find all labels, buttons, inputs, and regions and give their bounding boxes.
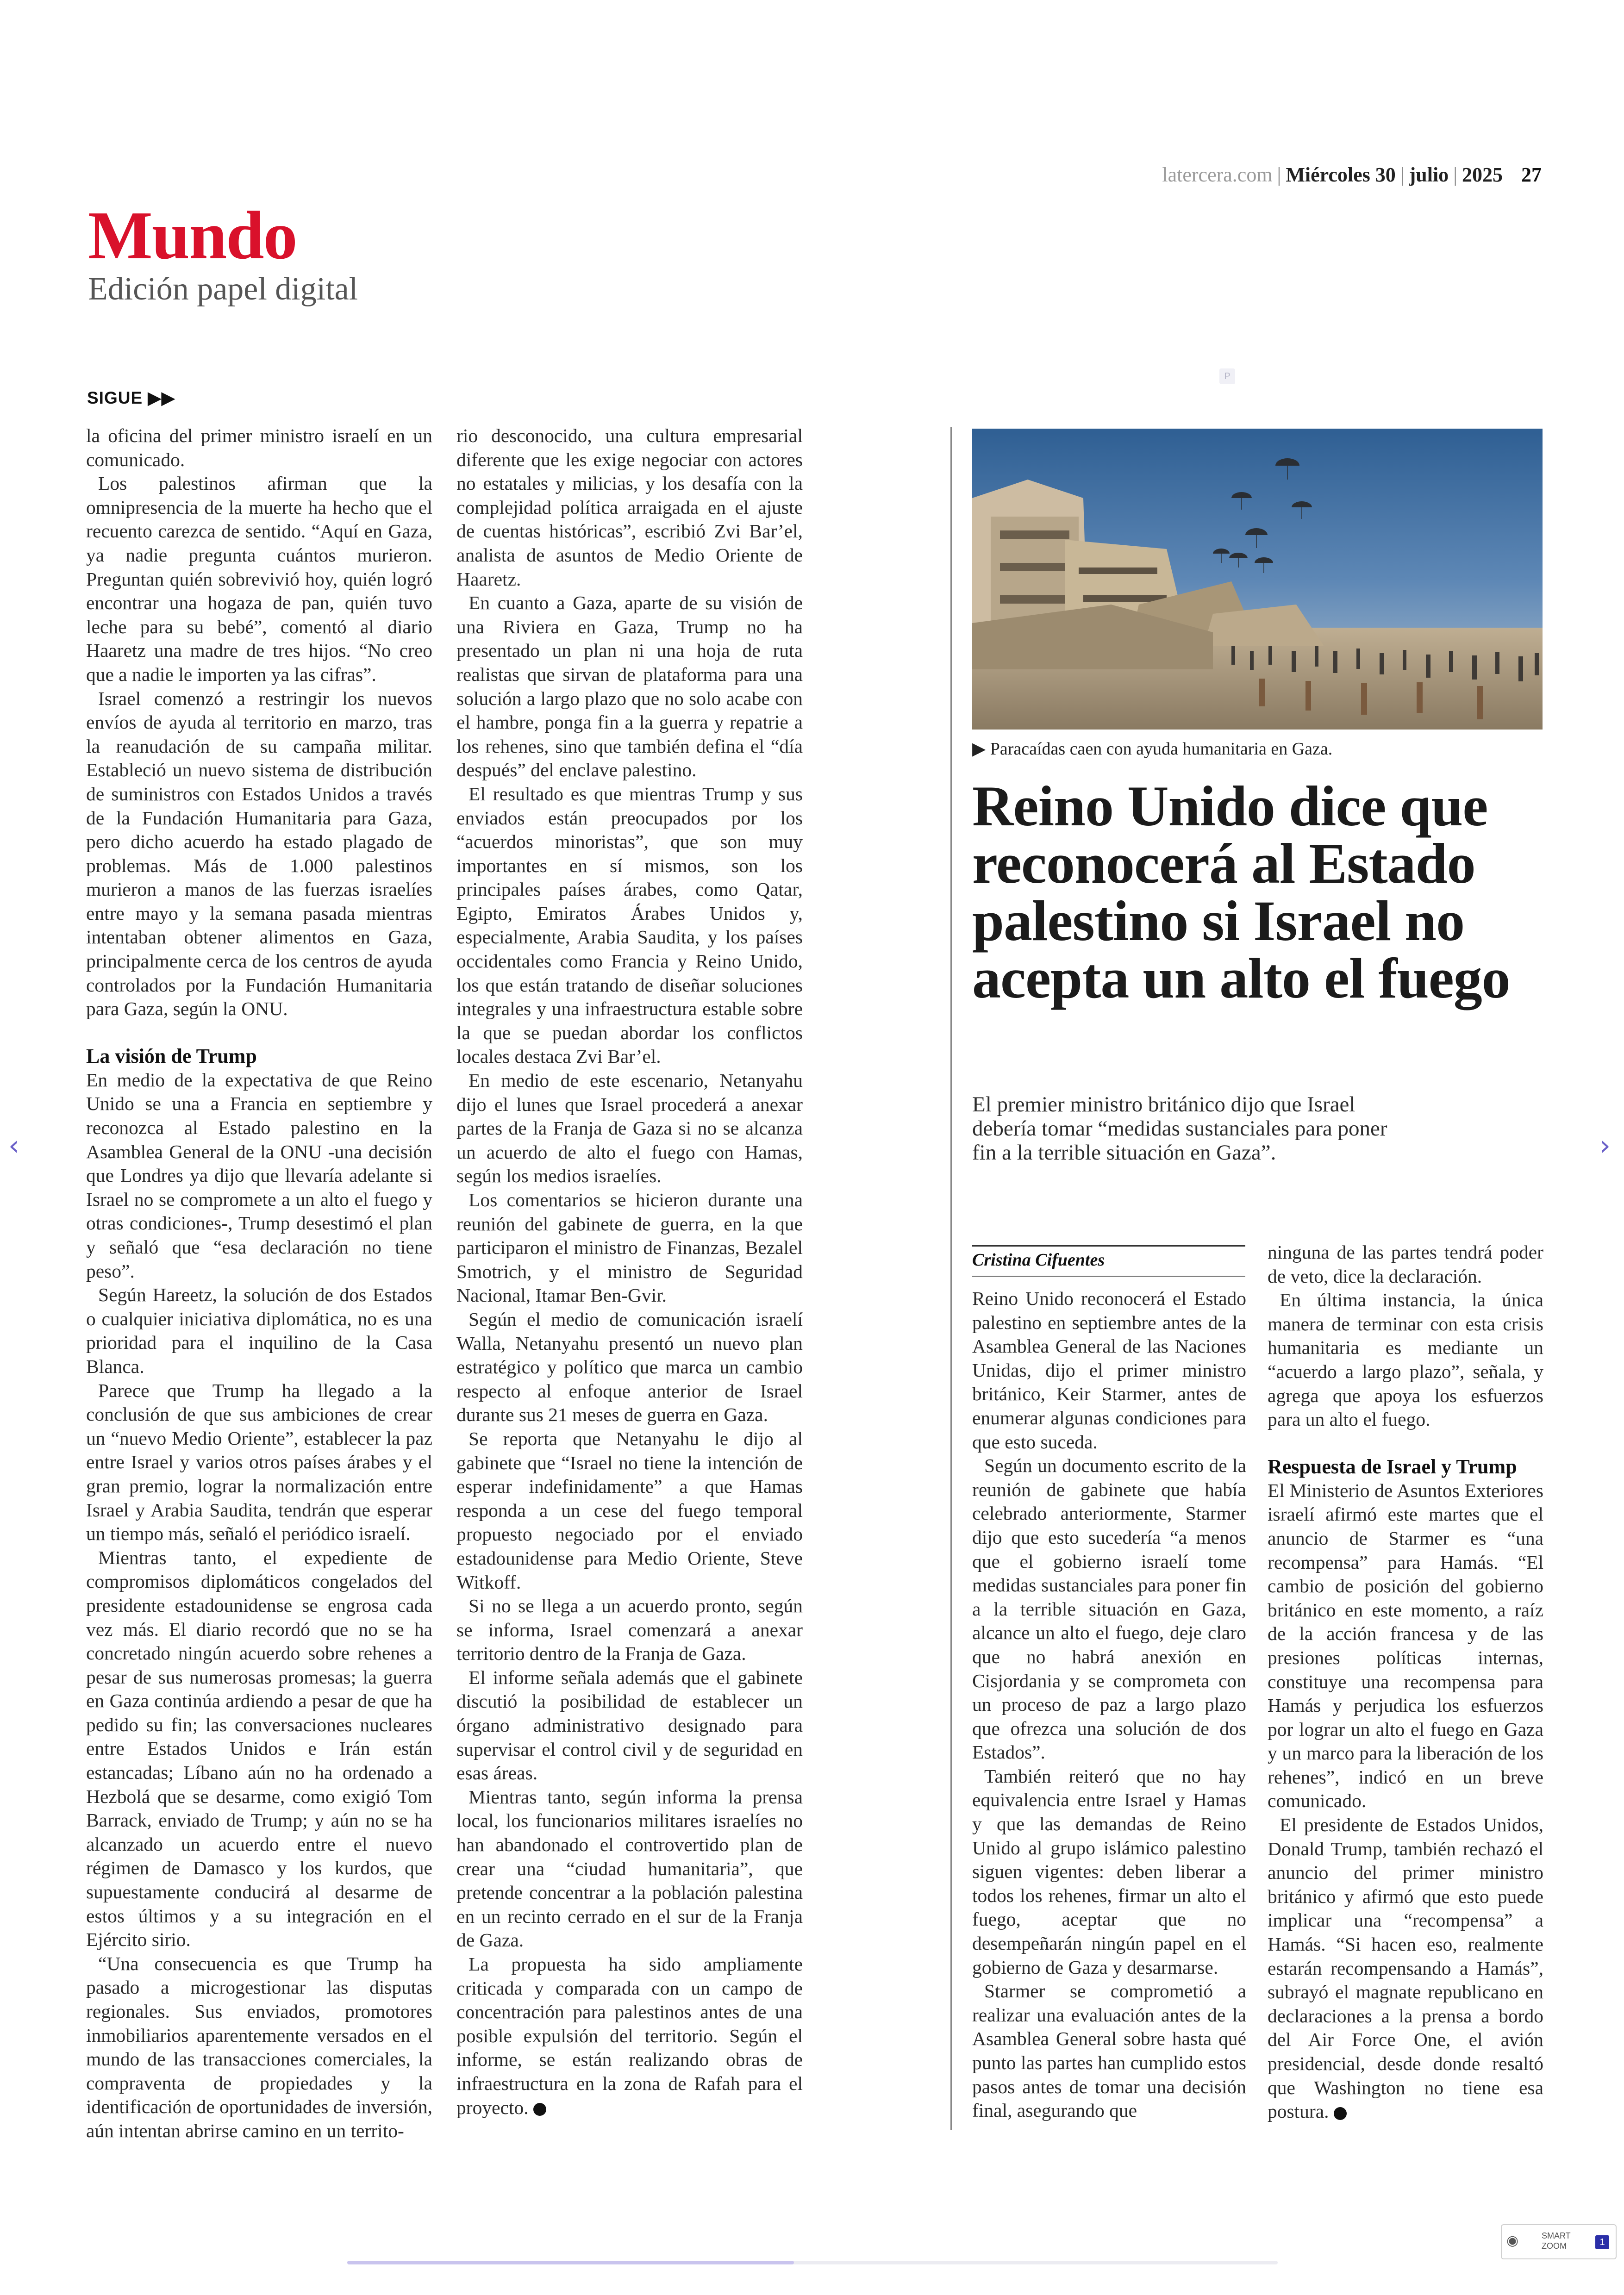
- chevron-left-icon[interactable]: ‹: [8, 1129, 19, 1162]
- paragraph: El Ministerio de Asuntos Exteriores israelí afirmó este martes que el anuncio de Starmer es “una recompensa” para Hamás. “El cambio de posición del gobierno británico en este momento, a raíz de la acción francesa y de las presiones políticas internas, constituye una recompensa para Hamás y perjudica los esfuerzos por lograr un alto el fuego en Gaza y un marco para la liberación de los rehenes”, indicó en un breve comunicado.: [1268, 1479, 1543, 1812]
- paragraph: Israel comenzó a restringir los nuevos envíos de ayuda al territorio en marzo, tras la reanudación de su campaña militar. Estableció un nuevo sistema de distribución de suministros con Estados Unidos a través de la Fundación Humanitaria para Gaza, pero dicho acuerdo ha estado plagado de problemas. Más de 1.000 palestinos murieron a manos de las fuerzas israelíes entre mayo y la semana pasada mientras intentaban obtener alimentos en Gaza, principalmente cerca de los centros de ayuda controlados por la Fundación Humanitaria para Gaza, según la ONU.: [86, 687, 432, 1020]
- paragraph: El presidente de Estados Unidos, Donald Trump, también rechazó el anuncio del primer ministro británico y afirmó que esto puede implicar una “recompensa” a Hamás. “Si hacen eso, realmente estarán recompensando a Hamás”, subrayó el magnate republicano en declaraciones a la prensa a bordo del Air Force One, el avión presidencial, desde donde resaltó que Washington no tiene esa postura.: [1268, 1814, 1543, 2122]
- chevron-right-icon[interactable]: ›: [1599, 1129, 1611, 1162]
- header-month: julio: [1409, 163, 1449, 186]
- byline-rule: [972, 1245, 1245, 1247]
- eye-icon: ◉: [1506, 2233, 1519, 2249]
- news-photo: [972, 429, 1543, 730]
- paragraph: El resultado es que mientras Trump y sus enviados están preocupados por los “acuerdos minoristas”, que son muy importantes en sí mismos, son los principales países árabes, como Qatar, Egipto, Emiratos Árabes Unidos y, especialmente, Arabia Saudita, y los países occidentales como Francia y Reino Unido, los que están tratando de diseñar soluciones integrales y una infraestructura estable sobre la que se puedan abordar los conflictos locales destaca Zvi Bar’el.: [456, 783, 803, 1067]
- paragraph: la oficina del primer ministro israelí en un comunicado.: [86, 425, 432, 470]
- paragraph: En cuanto a Gaza, aparte de su visión de una Riviera en Gaza, Trump no ha presentado un plan ni una hoja de ruta realistas que sirvan de plataforma para una solución a largo plazo que no solo acabe con el hambre, ponga fin a la guerra y repatrie a los rehenes, sino que también defina el “día después” del enclave palestino.: [456, 592, 803, 781]
- smart-zoom-badge: 1: [1595, 2235, 1609, 2249]
- subheading: Respuesta de Israel y Trump: [1268, 1455, 1517, 1478]
- paragraph: La propuesta ha sido ampliamente criticada y comparada con un campo de concentración para palestinos antes de una posible expulsión del territorio. Según el informe, se están realizando obras de infraestructura en la zona de Rafah para el proyecto.: [456, 1953, 803, 2118]
- paragraph: Según Hareetz, la solución de dos Estados o cualquier iniciativa diplomática, no es una prioridad para el inquilino de la Casa Blanca.: [86, 1284, 432, 1377]
- paragraph: “Una consecuencia es que Trump ha pasado a microgestionar las disputas regionales. Sus enviados, promotores inmobiliarios aparentemente versados en el mundo de las transacciones comerciales, la compraventa de propiedades y la identificación de oportunidades de inversión, aún intentan abrirse camino en un territo-: [86, 1952, 432, 2141]
- section-title: Mundo: [88, 198, 297, 274]
- article-column-2: [456, 424, 803, 2120]
- headline: Reino Unido dice que reconocerá al Estado palestino si Israel no acepta un alto el fuego: [972, 774, 1510, 1010]
- paragraph: Reino Unido reconocerá el Estado palestino en septiembre antes de la Asamblea General de las Naciones Unidas, dijo el primer ministro británico, Keir Starmer, antes de enumerar algunas condiciones para que esto suceda.: [972, 1288, 1246, 1453]
- byline: Cristina Cifuentes: [972, 1250, 1105, 1270]
- ad-marker-icon: P: [1219, 368, 1235, 384]
- gaza-airdrop-photo: [972, 429, 1543, 730]
- paragraph: En medio de la expectativa de que Reino Unido se una a Francia en septiembre y reconozca al Estado palestino en la Asamblea General de la ONU -una decisión que Londres ya dijo que llevaría adelante si Israel no se compromete a un alto el fuego y otras condiciones-, Trump desestimó el plan y señaló que “esa declaración no tiene peso”.: [86, 1069, 432, 1282]
- article-column-3: [972, 1287, 1246, 2123]
- header-day: Miércoles 30: [1286, 163, 1396, 186]
- paragraph: Según un documento escrito de la reunión de gabinete que había celebrado anteriormente, Starmer dijo que esto sucedería “a menos que el gobierno israelí tome medidas sustanciales para poner fin a la terrible situación en Gaza, alcance un alto el fuego, deje claro que no habrá anexión en Cisjordania y se comprometa con un proceso de paz a largo plazo que ofrezca una solución de dos Estados”.: [972, 1455, 1246, 1763]
- page-header-meta: latercera.com | Miércoles 30 | julio | 2025 27: [1162, 163, 1542, 186]
- site-name: latercera.com: [1162, 163, 1273, 186]
- end-mark-icon: [533, 2103, 546, 2116]
- paragraph: rio desconocido, una cultura empresarial diferente que les exige negociar con actores no estatales y milicias, y los desafía con la complejidad política arraigada en el ajuste de cuentas históricas”, escribió Zvi Bar’el, analista de asuntos de Medio Oriente de Haaretz.: [456, 425, 803, 590]
- paragraph: En última instancia, la única manera de terminar con esta crisis humanitaria es mediante un “acuerdo a largo plazo”, señala, y agrega que apoya los esfuerzos para un alto el fuego.: [1268, 1289, 1543, 1430]
- smart-zoom-button[interactable]: [1501, 2224, 1617, 2259]
- end-mark-icon: [1334, 2107, 1347, 2120]
- paragraph: Si no se llega a un acuerdo pronto, según se informa, Israel comenzará a anexar territorio dentro de la Franja de Gaza.: [456, 1595, 803, 1665]
- column-divider: [950, 427, 952, 2130]
- paragraph: Los comentarios se hicieron durante una reunión del gabinete de guerra, en la que participaron el ministro de Finanzas, Bezalel Smotrich, y el ministro de Seguridad Nacional, Itamar Ben-Gvir.: [456, 1189, 803, 1306]
- paragraph: Se reporta que Netanyahu le dijo al gabinete que “Israel no tiene la intención de esperar indefinidamente” a que Hamas responda a un cese del fuego temporal propuesto negociado por el enviado estadounidense para Medio Oriente, Steve Witkoff.: [456, 1428, 803, 1593]
- paragraph: Starmer se comprometió a realizar una evaluación antes de la Asamblea General sobre hasta qué punto las partes han cumplido estos pasos antes de tomar una decisión final, asegurando que: [972, 1980, 1246, 2121]
- paragraph: Mientras tanto, el expediente de compromisos diplomáticos congelados del presidente estadounidense se engrosa cada vez más. El diario recordó que no se ha concretado ningún acuerdo sobre rehenes a pesar de sus numerosas promesas; la guerra en Gaza continúa ardiendo a pesar de que ha pedido su fin; las conversaciones nucleares entre Estados Unidos e Irán están estancadas; Líbano aún no ha ordenado a Hezbolá que se desarme, como exigió Tom Barrack, enviado de Trump; y aún no se ha alcanzado un acuerdo entre el nuevo régimen de Damasco y los kurdos, que supuestamente conducirá al desarme de estos últimos y a su integración en el Ejército sirio.: [86, 1547, 432, 1951]
- subheading: La visión de Trump: [86, 1044, 257, 1067]
- page-number: 27: [1521, 163, 1542, 186]
- paragraph: Según el medio de comunicación israelí Walla, Netanyahu presentó un nuevo plan estratégico y político que marca un cambio respecto al enfoque anterior de Israel durante sus 21 meses de guerra en Gaza.: [456, 1308, 803, 1426]
- paragraph: En medio de este escenario, Netanyahu dijo el lunes que Israel procederá a anexar partes de la Franja de Gaza si no se alcanza un acuerdo de alto el fuego con Hamas, según los medios israelíes.: [456, 1070, 803, 1187]
- smart-zoom-label-2: ZOOM: [1542, 2241, 1567, 2251]
- article-column-4: [1268, 1241, 1543, 2124]
- paragraph: También reiteró que no hay equivalencia entre Israel y Hamas y que las demandas de Reino Unido al grupo islámico palestino siguen vigentes: deben liberar a todos los rehenes, firmar un alto el fuego, aceptar que no desempeñarán ningún papel en el gobierno de Gaza y desarmarse.: [972, 1765, 1246, 1978]
- paragraph: Los palestinos afirman que la omnipresencia de la muerte ha hecho que el recuento carezca de sentido. “Aquí en Gaza, ya nadie pregunta cuántos murieron. Preguntan quién sobrevivió hoy, quién logró encontrar una hogaza de pan, quién tuvo leche para su bebé”, comentó al diario Haaretz una madre de tres hijos. “No creo que a nadie le importen ya las cifras”.: [86, 473, 432, 685]
- header-year: 2025: [1462, 163, 1503, 186]
- photo-caption: ▶ Paracaídas caen con ayuda humanitaria en Gaza.: [972, 739, 1333, 759]
- byline-rule-bottom: [972, 1276, 1245, 1277]
- paragraph: Parece que Trump ha llegado a la conclusión de que sus ambiciones de crear un “nuevo Medio Oriente”, establecer la paz entre Israel y varios otros países árabes y el gran premio, lograr la normalización entre Israel y Arabia Saudita, tendrán que esperar un tiempo más, señaló el periódico israelí.: [86, 1379, 432, 1545]
- smart-zoom-label-1: SMART: [1542, 2231, 1571, 2240]
- continued-label: SIGUE ▶▶: [87, 388, 175, 407]
- paragraph: El informe señala además que el gabinete discutió la posibilidad de establecer un órgano administrativo designado para supervisar el control civil y de seguridad en esas áreas.: [456, 1666, 803, 1784]
- paragraph: ninguna de las partes tendrá poder de veto, dice la declaración.: [1268, 1241, 1543, 1287]
- page-scrollbar-thumb[interactable]: [347, 2261, 794, 2264]
- paragraph: Mientras tanto, según informa la prensa local, los funcionarios militares israelíes no han abandonado el controvertido plan de crear una “ciudad humanitaria”, que pretende concentrar a la población palestina en un recinto cerrado en el sur de la Franja de Gaza.: [456, 1786, 803, 1951]
- section-subtitle: Edición papel digital: [88, 271, 358, 307]
- article-column-1: [86, 424, 432, 2143]
- lede: El premier ministro británico dijo que Israel debería tomar “medidas sustanciales para poner fin a la terrible situación en Gaza”.: [972, 1092, 1387, 1165]
